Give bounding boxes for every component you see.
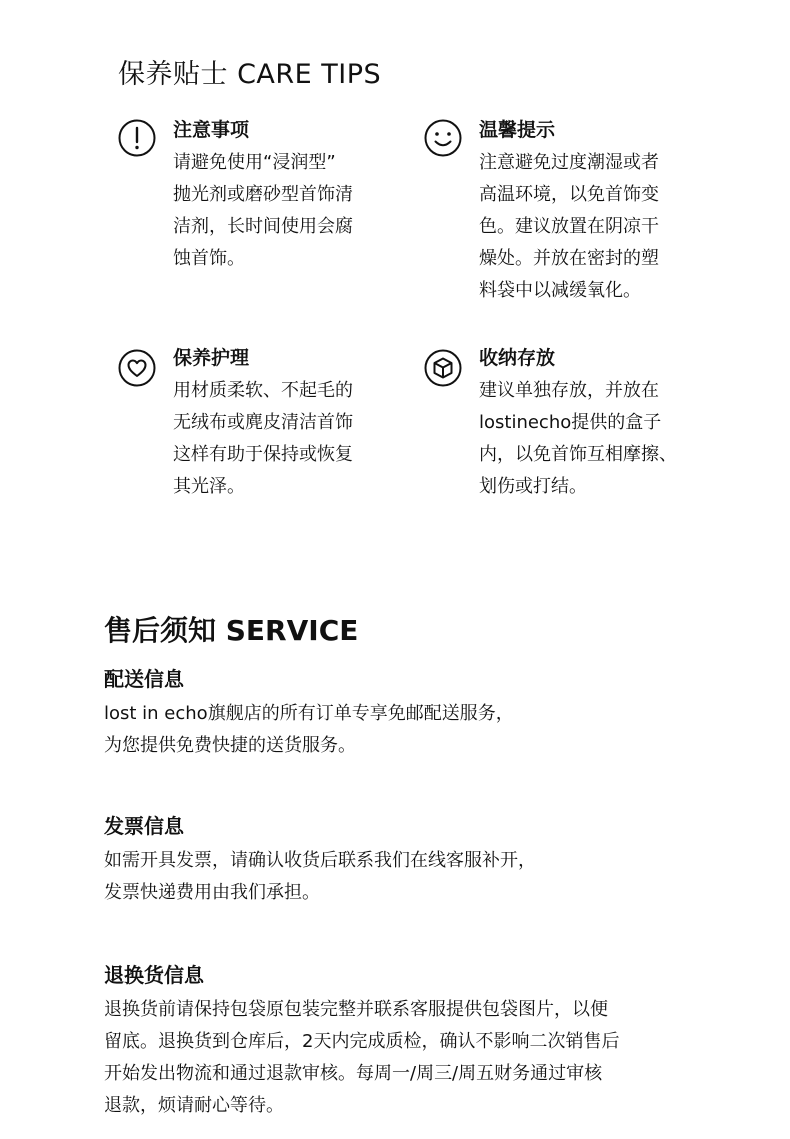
care-tip-reminder (479, 116, 719, 307)
service-heading: 发票信息 (104, 814, 184, 838)
care-tip-notice (173, 116, 413, 275)
box-circle-icon (423, 348, 463, 388)
exclamation-circle-icon (117, 118, 157, 158)
service-heading: 配送信息 (104, 667, 184, 691)
tip-body: 注意避免过度潮湿或者 高温环境，以免首饰变 色。建议放置在阴凉干 燥处。并放在密封的塑 料袋中以减缓氧化。 (479, 152, 659, 301)
service-section-delivery (104, 664, 744, 762)
service-heading: 退换货信息 (104, 963, 204, 987)
tip-body: 请避免使用“浸润型” 抛光剂或磨砂型首饰清 洁剂，长时间使用会腐 蚀首饰。 (173, 152, 353, 269)
tip-heading: 收纳存放 (479, 347, 556, 369)
tip-heading: 温馨提示 (479, 119, 556, 141)
smile-face-icon (423, 118, 463, 158)
service-section-returns (104, 960, 744, 1122)
tip-body: 用材质柔软、不起毛的 无绒布或麂皮清洁首饰 这样有助于保持或恢复 其光泽。 (173, 380, 353, 497)
service-body: 如需开具发票，请确认收货后联系我们在线客服补开， 发票快递费用由我们承担。 (104, 850, 536, 903)
service-body: 退换货前请保持包袋原包装完整并联系客服提供包袋图片，以便 留底。退换货到仓库后，2天内完成质检，确认不影响二次销售后 开始发出物流和通过退款审核。每周一/周三/周五财务通过审核 退款，烦请耐心等待。 (104, 999, 620, 1116)
tip-body: 建议单独存放，并放在 lostinecho提供的盒子 内，以免首饰互相摩擦、 划伤或打结。 (479, 380, 677, 497)
care-tip-storage (479, 344, 719, 503)
care-tips-title: 保养贴士 CARE TIPS (118, 59, 382, 91)
service-section-invoice (104, 811, 744, 909)
heart-circle-icon (117, 348, 157, 388)
care-tip-maintenance (173, 344, 413, 503)
tip-heading: 注意事项 (173, 119, 250, 141)
service-body: lost in echo旗舰店的所有订单专享免邮配送服务， 为您提供免费快捷的送货服务。 (104, 703, 514, 756)
tip-heading: 保养护理 (173, 347, 250, 369)
service-title: 售后须知 SERVICE (104, 614, 359, 648)
